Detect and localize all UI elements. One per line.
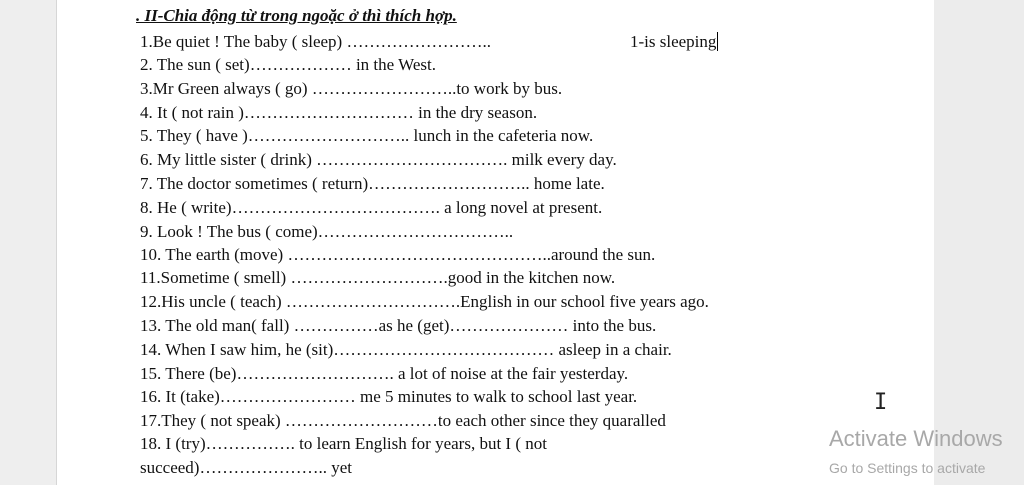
exercise-line-5: 5. They ( have )……………………….. lunch in the cafeteria now. xyxy=(140,126,594,145)
text-ibeam-icon: I xyxy=(874,390,888,415)
exercise-line-16: 16. It (take)…………………… me 5 minutes to walk to school last year. xyxy=(140,387,638,406)
exercise-line-11: 11.Sometime ( smell) ……………………….good in the kitchen now. xyxy=(140,268,616,287)
exercise-line-17: 17.They ( not speak) ………………………to each other since they quaralled xyxy=(140,411,666,430)
exercise-line-8: 8. He ( write)………………………………. a long novel at present. xyxy=(140,198,603,217)
right-gutter xyxy=(934,0,1024,485)
exercise-line-15: 15. There (be)………………………. a lot of noise at the fair yesterday. xyxy=(140,364,629,383)
exercise-line-9: 9. Look ! The bus ( come)…………………………….. xyxy=(140,222,514,241)
left-gutter xyxy=(0,0,56,485)
exercise-heading: . II-Chia động từ trong ngoặc ở thì thích hợp. xyxy=(136,6,457,25)
exercise-line-3: 3.Mr Green always ( go) ……………………..to work by bus. xyxy=(140,79,563,98)
text-caret xyxy=(717,32,718,51)
exercise-line-14: 14. When I saw him, he (sit)………………………………… asleep in a chair. xyxy=(140,340,672,359)
activation-watermark-title: Activate Windows xyxy=(829,426,1003,451)
exercise-line-1: 1.Be quiet ! The baby ( sleep) …………………….. xyxy=(140,32,491,51)
answer-value: 1-is sleeping xyxy=(630,32,717,51)
answer-text[interactable] xyxy=(630,32,718,52)
exercise-line-4: 4. It ( not rain )………………………… in the dry season. xyxy=(140,103,538,122)
activation-watermark-subtitle: Go to Settings to activate xyxy=(829,460,986,476)
exercise-line-18: 18. I (try)……………. to learn English for years, but I ( not xyxy=(140,434,547,453)
exercise-line-12: 12.His uncle ( teach) ………………………….English in our school five years ago. xyxy=(140,292,709,311)
exercise-line-6: 6. My little sister ( drink) ……………………………. milk every day. xyxy=(140,150,617,169)
exercise-line-13: 13. The old man( fall) ……………as he (get)………………… into the bus. xyxy=(140,316,657,335)
exercise-line-7: 7. The doctor sometimes ( return)……………………….. home late. xyxy=(140,174,605,193)
exercise-line-2: 2. The sun ( set)……………… in the West. xyxy=(140,55,436,74)
exercise-line-10: 10. The earth (move) ………………………………………..around the sun. xyxy=(140,245,656,264)
exercise-line-18-continued: succeed)………………….. yet xyxy=(140,458,352,477)
